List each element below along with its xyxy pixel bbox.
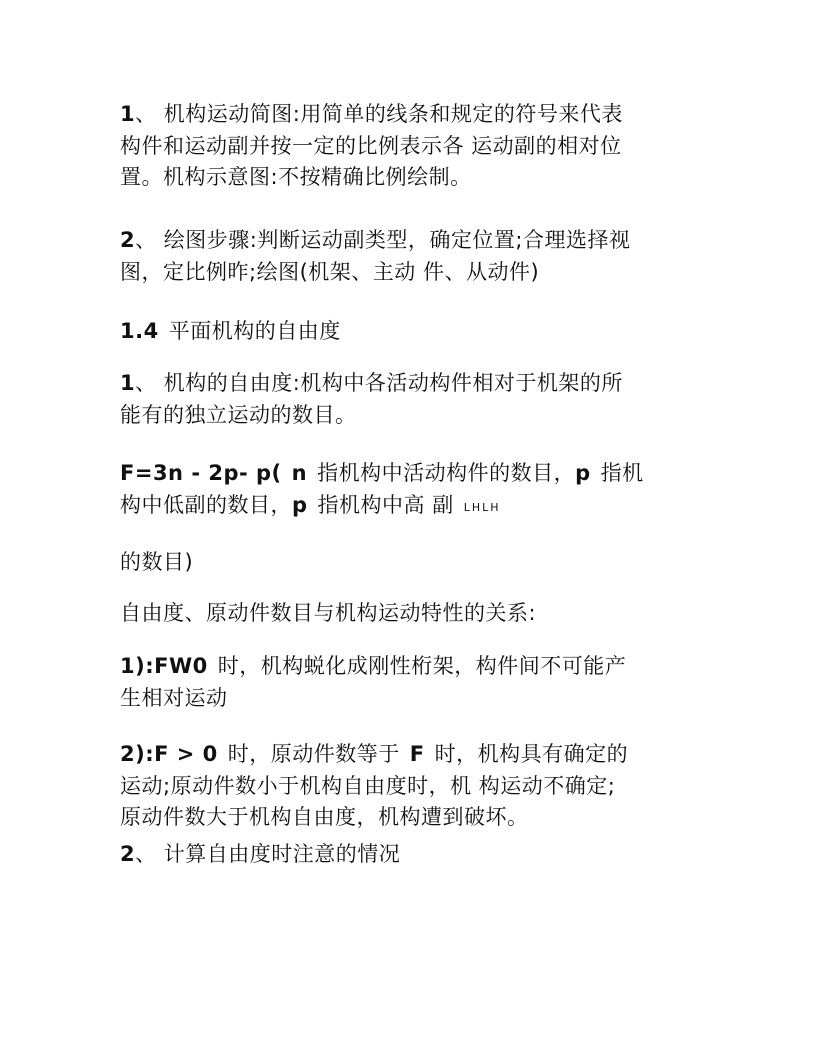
- text-line: 图，定比例昨;绘图(机架、主动 件、从动件): [120, 259, 540, 284]
- variable-f: F: [409, 742, 425, 766]
- text-line: [120, 739, 710, 771]
- text-line: 置。机构示意图:不按精确比例绘制。: [120, 165, 472, 189]
- text-line: [120, 651, 710, 683]
- text-line: 能有的独立运动的数目。: [120, 402, 357, 427]
- text-span: 指机: [600, 461, 644, 485]
- text-span: 时，原动件数等于: [227, 742, 400, 766]
- text-line: [120, 839, 710, 871]
- text-span: 、 计算自由度时注意的情况: [135, 842, 401, 866]
- paragraph-calc-notes: [120, 839, 710, 871]
- text-span: 时，机构具有确定的: [434, 742, 629, 766]
- paragraph-case-1: [120, 651, 710, 714]
- variable-p: p: [575, 461, 591, 485]
- paragraph-case-2: [120, 739, 710, 834]
- condition: :FW0: [145, 654, 208, 678]
- item-number: 1): [120, 654, 146, 678]
- section-heading: [120, 316, 710, 348]
- paragraph-dof-formula: [120, 458, 710, 523]
- item-number: 1: [120, 371, 136, 395]
- paragraph-dof-definition: [120, 368, 710, 431]
- text-span: 、 机构运动简图:用简单的线条和规定的符号来代表: [135, 102, 623, 126]
- item-number: 2): [120, 742, 146, 766]
- text-span: 指机构中活动构件的数目，: [317, 461, 576, 485]
- variable-n: n: [291, 461, 308, 485]
- item-number: 2: [120, 228, 136, 252]
- text-line: 原动件数大于机构自由度，机构遭到破坏。: [120, 805, 529, 829]
- paragraph-drawing-steps: [120, 225, 710, 288]
- paragraph-formula-end: [120, 547, 710, 579]
- text-line: [120, 316, 710, 348]
- text-span: 、 绘图步骤:判断运动副类型，确定位置;合理选择视: [135, 228, 631, 252]
- formula: F=3n - 2p- p(: [120, 461, 282, 485]
- text-line: 的数目): [120, 550, 194, 574]
- section-title: 平面机构的自由度: [168, 319, 341, 343]
- text-line: [120, 225, 710, 257]
- text-line: 生相对运动: [120, 685, 228, 710]
- section-number: 1.4: [120, 319, 159, 343]
- text-line: 运动;原动件数小于机构自由度时，机 构运动不确定;: [120, 773, 616, 798]
- text-line: 构件和运动副并按一定的比例表示各 运动副的相对位: [120, 133, 622, 158]
- subscript-labels: LHLH: [463, 500, 501, 514]
- item-number: 1: [120, 102, 136, 126]
- text-span: 时，机构蜕化成刚性桁架，构件间不可能产: [217, 654, 627, 678]
- item-number: 2: [120, 842, 136, 866]
- paragraph-relationship: [120, 598, 710, 630]
- text-span: 指机构中高 副: [317, 492, 454, 517]
- text-line: [120, 490, 710, 524]
- variable-p: p: [292, 492, 308, 517]
- text-line: [120, 99, 710, 131]
- text-line: [120, 458, 710, 490]
- text-span: 构中低副的数目，: [120, 492, 292, 517]
- condition: :F > 0: [145, 742, 218, 766]
- text-span: 、 机构的自由度:机构中各活动构件相对于机架的所: [135, 371, 623, 395]
- paragraph-kinematic-diagram: [120, 99, 710, 194]
- text-line: 自由度、原动件数目与机构运动特性的关系:: [120, 601, 537, 625]
- text-line: [120, 368, 710, 400]
